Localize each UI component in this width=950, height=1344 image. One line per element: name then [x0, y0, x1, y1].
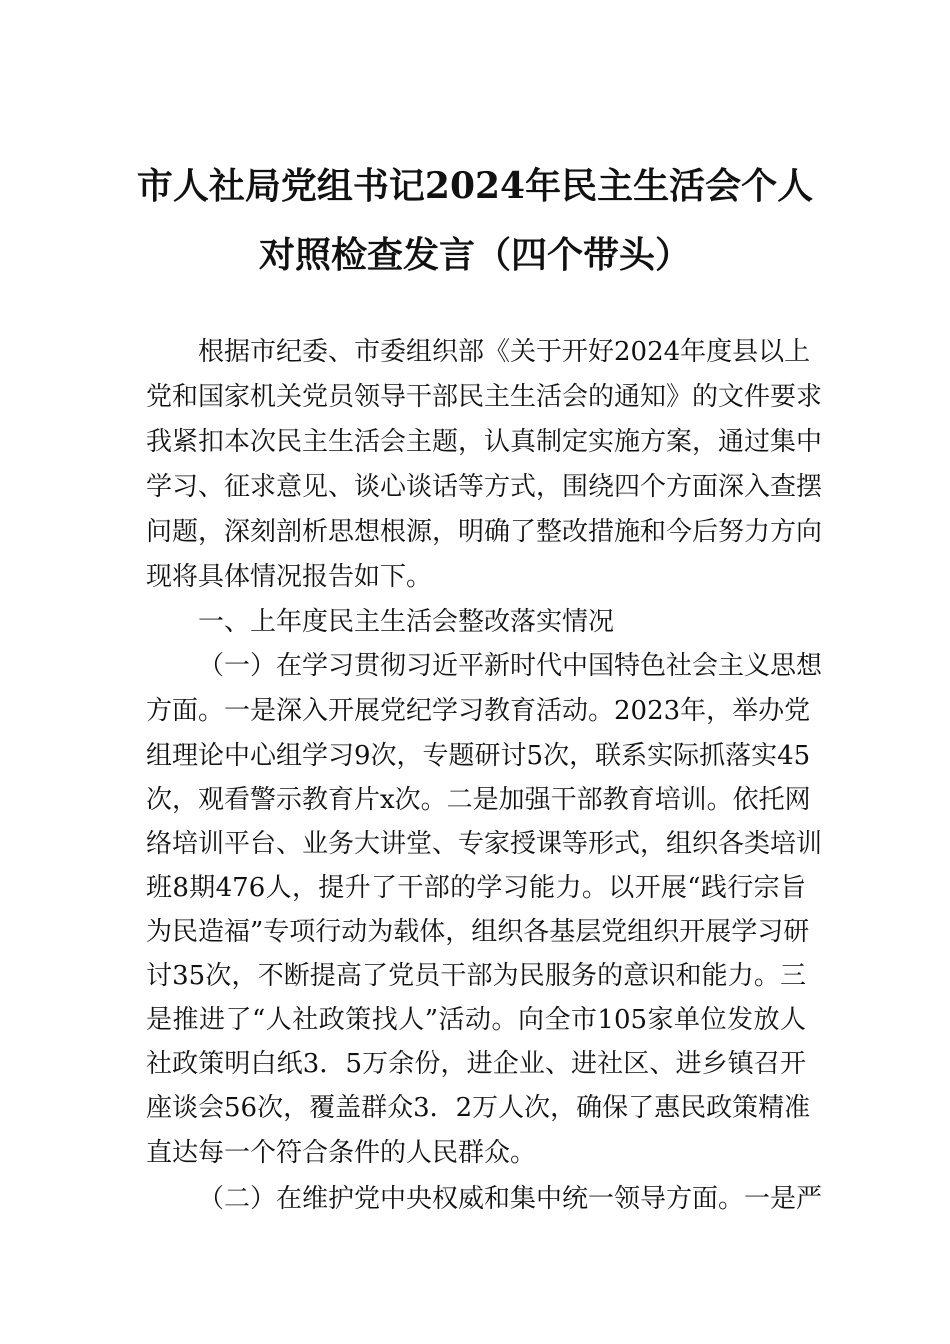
- paragraph-line: 直达每一个符合条件的人民群众。: [146, 1138, 537, 1168]
- paragraph-line: （二）在维护党中央权威和集中统一领导方面。一是严: [198, 1184, 823, 1214]
- paragraph-line: 组理论中心组学习9次，专题研讨5次，联系实际抓落实45: [146, 741, 811, 771]
- document-title-line-2: 对照检查发言（四个带头）: [258, 234, 691, 276]
- paragraph-line: 问题，深刻剖析思想根源，明确了整改措施和今后努力方向: [146, 517, 823, 547]
- paragraph-line: 班8期476人，提升了干部的学习能力。以开展“践行宗旨: [146, 873, 806, 903]
- paragraph-line: 是推进了“人社政策找人”活动。向全市105家单位发放人: [146, 1005, 806, 1035]
- section-heading: 一、上年度民主生活会整改落实情况: [198, 607, 615, 637]
- paragraph-line: 党和国家机关党员领导干部民主生活会的通知》的文件要求: [146, 382, 823, 412]
- paragraph-line: 次，观看警示教育片x次。二是加强干部教育培训。依托网: [146, 785, 811, 815]
- paragraph-line: 讨35次，不断提高了党员干部为民服务的意识和能力。三: [146, 961, 806, 991]
- paragraph-line: 社政策明白纸3．5万余份，进企业、进社区、进乡镇召开: [146, 1049, 806, 1079]
- paragraph-line: 学习、征求意见、谈心谈话等方式，围绕四个方面深入查摆: [146, 472, 823, 502]
- document-title-line-1: 市人社局党组书记2024年民主生活会个人: [136, 165, 814, 207]
- paragraph-line: 方面。一是深入开展党纪学习教育活动。2023年，举办党: [146, 696, 811, 726]
- paragraph-line: 为民造福”专项行动为载体，组织各基层党组织开展学习研: [146, 917, 810, 947]
- paragraph-line: 络培训平台、业务大讲堂、专家授课等形式，组织各类培训: [146, 829, 823, 859]
- paragraph-line: 根据市纪委、市委组织部《关于开好2024年度县以上: [198, 337, 811, 367]
- paragraph-line: 我紧扣本次民主生活会主题，认真制定实施方案，通过集中: [146, 427, 823, 457]
- paragraph-line: 现将具体情况报告如下。: [146, 562, 433, 592]
- paragraph-line: （一）在学习贯彻习近平新时代中国特色社会主义思想: [198, 651, 823, 681]
- paragraph-line: 座谈会56次，覆盖群众3．2万人次，确保了惠民政策精准: [146, 1093, 811, 1123]
